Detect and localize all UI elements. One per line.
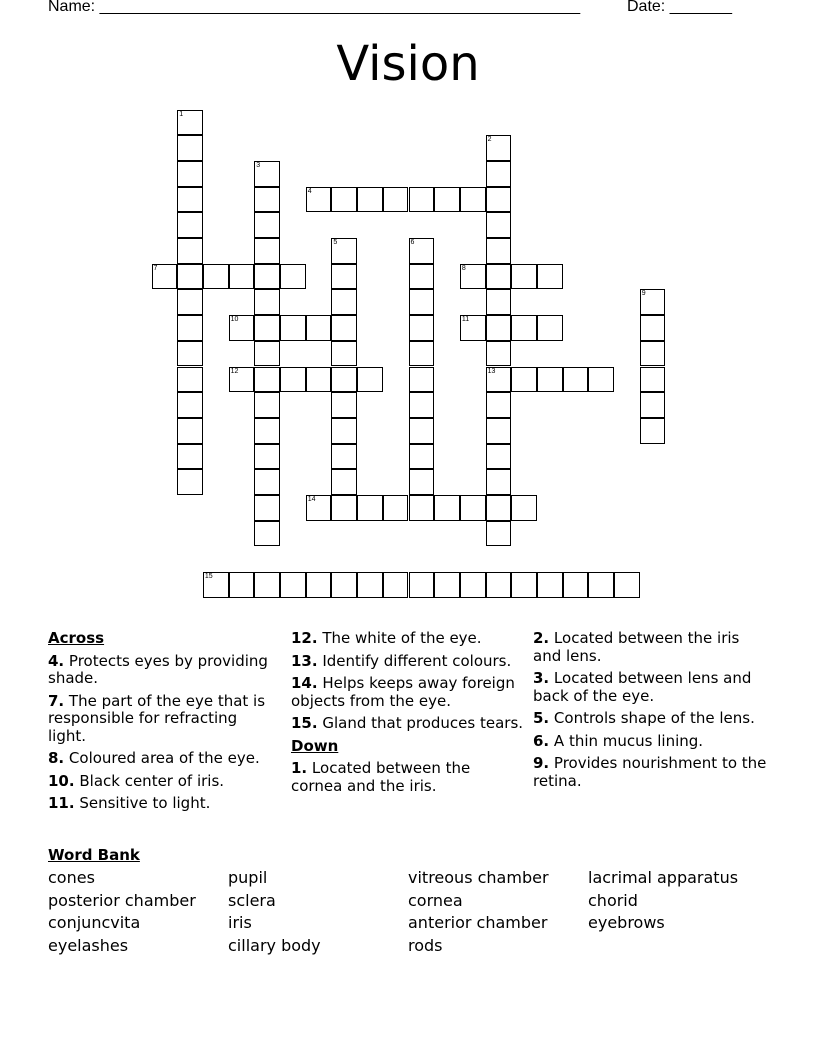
word-bank-item: lacrimal apparatus [588,868,739,887]
grid-cell[interactable] [434,572,460,598]
grid-cell[interactable] [409,315,435,341]
grid-cell[interactable] [229,315,255,341]
clue-number: 11 [461,316,470,324]
clue-across-11: 11. Sensitive to light. [48,794,211,812]
grid-cell[interactable] [254,238,280,264]
grid-cell[interactable] [331,264,357,290]
grid-cell[interactable] [357,367,383,393]
word-bank-item: sclera [228,890,276,910]
word-bank-item: cones [48,868,95,887]
grid-cell[interactable] [537,315,563,341]
grid-cell[interactable] [306,495,332,521]
grid-cell[interactable] [177,289,203,315]
clue-number: 7 [153,264,158,272]
grid-cell[interactable] [640,418,666,444]
grid-cell[interactable] [306,367,332,393]
grid-cell[interactable] [177,212,203,238]
grid-cell[interactable] [203,572,229,598]
grid-cell[interactable] [177,135,203,161]
grid-cell[interactable] [383,572,409,598]
grid-cell[interactable] [254,418,280,444]
grid-cell[interactable] [177,469,203,495]
down-heading: Down [291,736,339,755]
grid-cell[interactable] [486,315,512,341]
grid-cell[interactable] [640,367,666,393]
grid-cell[interactable] [588,367,614,393]
clue-down-2: 2. Located between the iris and lens. [533,629,740,665]
clues-section [48,630,768,840]
grid-cell[interactable] [460,315,486,341]
across-heading: Across [48,629,105,647]
clue-number: 8 [461,264,466,272]
word-bank-item: rods [408,935,443,955]
grid-cell[interactable] [331,469,357,495]
grid-cell[interactable] [486,572,512,598]
grid-cell[interactable] [177,367,203,393]
grid-cell[interactable] [254,495,280,521]
grid-cell[interactable] [177,444,203,470]
grid-cell[interactable] [331,418,357,444]
grid-cell[interactable] [537,264,563,290]
grid-cell[interactable] [177,187,203,213]
grid-cell[interactable] [203,264,229,290]
grid-cell[interactable] [640,341,666,367]
grid-cell[interactable] [357,572,383,598]
clue-number: 3 [256,161,261,169]
clue-number: 2 [487,136,492,144]
grid-cell[interactable] [254,521,280,547]
word-bank-item: pupil [228,868,268,887]
grid-cell[interactable] [254,315,280,341]
word-bank-item: conjuncvita [48,913,141,932]
grid-cell[interactable] [588,572,614,598]
word-bank-item: vitreous chamber [408,868,549,887]
clue-column-3 [533,630,768,795]
grid-cell[interactable] [486,264,512,290]
clue-number: 9 [641,290,646,298]
grid-cell[interactable] [486,418,512,444]
grid-cell[interactable] [409,341,435,367]
clue-across-4: 4. Protects eyes by providing shade. [48,651,268,687]
grid-cell[interactable] [229,264,255,290]
grid-cell[interactable] [177,341,203,367]
word-bank-item: iris [228,913,252,932]
grid-cell[interactable] [460,264,486,290]
grid-cell[interactable] [511,572,537,598]
clue-across-14: 14. Helps keeps away foreign objects from the eye. [291,674,515,710]
grid-cell[interactable] [331,238,357,264]
grid-cell[interactable] [409,392,435,418]
grid-cell[interactable] [460,495,486,521]
grid-cell[interactable] [486,521,512,547]
grid-cell[interactable] [511,315,537,341]
grid-cell[interactable] [254,392,280,418]
word-bank-item: eyebrows [588,913,665,932]
grid-cell[interactable] [486,212,512,238]
grid-cell[interactable] [229,572,255,598]
grid-cell[interactable] [460,572,486,598]
grid-cell[interactable] [537,572,563,598]
grid-cell[interactable] [254,469,280,495]
clue-number: 4 [307,187,312,195]
grid-cell[interactable] [280,367,306,393]
grid-cell[interactable] [306,572,332,598]
grid-cell[interactable] [383,495,409,521]
grid-cell[interactable] [177,392,203,418]
grid-cell[interactable] [331,187,357,213]
grid-cell[interactable] [409,572,435,598]
grid-cell[interactable] [486,392,512,418]
grid-cell[interactable] [280,264,306,290]
grid-cell[interactable] [254,572,280,598]
clue-down-1: 1. Located between the cornea and the iris. [291,759,471,795]
clue-across-12: 12. The white of the eye. [291,629,482,647]
grid-cell[interactable] [177,418,203,444]
grid-cell[interactable] [409,238,435,264]
grid-cell[interactable] [511,495,537,521]
grid-cell[interactable] [640,289,666,315]
grid-cell[interactable] [331,392,357,418]
grid-cell[interactable] [409,289,435,315]
grid-cell[interactable] [409,495,435,521]
grid-cell[interactable] [486,444,512,470]
grid-cell[interactable] [486,289,512,315]
grid-cell[interactable] [254,289,280,315]
word-bank-item: eyelashes [48,935,129,955]
grid-cell[interactable] [306,315,332,341]
grid-cell[interactable] [177,238,203,264]
word-bank-item: cillary body [228,935,321,955]
grid-cell[interactable] [331,315,357,341]
grid-cell[interactable] [177,264,203,290]
grid-cell[interactable] [511,264,537,290]
clue-across-13: 13. Identify different colours. [291,651,512,670]
grid-cell[interactable] [614,572,640,598]
grid-cell[interactable] [537,367,563,393]
grid-cell[interactable] [460,187,486,213]
word-bank-title: Word Bank [48,846,140,864]
grid-cell[interactable] [640,315,666,341]
clue-across-7: 7. The part of the eye that is responsible for refracting light. [48,691,266,745]
grid-cell[interactable] [254,341,280,367]
clue-number: 10 [230,316,239,324]
clue-column-1 [48,630,274,818]
word-bank [48,868,768,958]
clue-column-2 [291,630,525,800]
grid-cell[interactable] [331,289,357,315]
grid-cell[interactable] [409,444,435,470]
grid-cell[interactable] [357,187,383,213]
grid-cell[interactable] [254,444,280,470]
grid-cell[interactable] [177,315,203,341]
clue-across-15: 15. Gland that produces tears. [291,714,524,732]
grid-cell[interactable] [434,187,460,213]
clue-across-10: 10. Black center of iris. [48,771,225,790]
clue-number: 5 [333,239,338,246]
grid-cell[interactable] [486,367,512,393]
grid-cell[interactable] [409,367,435,393]
grid-cell[interactable] [409,187,435,213]
grid-cell[interactable] [486,238,512,264]
grid-cell[interactable] [486,469,512,495]
name-field: Name: ______________________________________________________ [48,0,581,15]
clue-down-9: 9. Provides nourishment to the retina. [533,754,767,790]
grid-cell[interactable] [331,367,357,393]
clue-number: 6 [410,239,415,246]
grid-cell[interactable] [486,135,512,161]
grid-cell[interactable] [409,469,435,495]
grid-cell[interactable] [331,572,357,598]
grid-cell[interactable] [331,444,357,470]
grid-cell[interactable] [409,418,435,444]
grid-cell[interactable] [331,495,357,521]
clue-down-6: 6. A thin mucus lining. [533,731,704,750]
clue-number: 14 [307,496,316,503]
clue-across-8: 8. Coloured area of the eye. [48,749,260,767]
grid-cell[interactable] [331,341,357,367]
clue-number: 13 [487,367,496,375]
grid-cell[interactable] [254,367,280,393]
date-field: Date: _______ [627,0,732,15]
clue-number: 15 [204,573,213,581]
word-bank-item: posterior chamber [48,890,196,910]
grid-cell[interactable] [280,315,306,341]
grid-cell[interactable] [486,341,512,367]
grid-cell[interactable] [563,572,589,598]
grid-cell[interactable] [486,187,512,213]
grid-cell[interactable] [152,264,178,290]
grid-cell[interactable] [254,264,280,290]
clue-number: 1 [179,110,184,118]
grid-cell[interactable] [177,161,203,187]
grid-cell[interactable] [434,495,460,521]
grid-cell[interactable] [177,110,203,136]
grid-cell[interactable] [254,212,280,238]
word-bank-item: cornea [408,890,463,910]
grid-cell[interactable] [563,367,589,393]
grid-cell[interactable] [486,495,512,521]
word-bank-item: anterior chamber [408,913,548,932]
clue-down-3: 3. Located between lens and back of the eye. [533,669,752,705]
grid-cell[interactable] [409,264,435,290]
grid-cell[interactable] [229,367,255,393]
grid-cell[interactable] [640,392,666,418]
clue-number: 12 [230,367,239,375]
grid-cell[interactable] [254,161,280,187]
puzzle-title: Vision [336,36,480,92]
grid-cell[interactable] [511,367,537,393]
grid-cell[interactable] [486,161,512,187]
word-bank-item: chorid [588,890,638,910]
grid-cell[interactable] [306,187,332,213]
clue-down-5: 5. Controls shape of the lens. [533,709,755,727]
grid-cell[interactable] [383,187,409,213]
grid-cell[interactable] [254,187,280,213]
grid-cell[interactable] [357,495,383,521]
grid-cell[interactable] [280,572,306,598]
